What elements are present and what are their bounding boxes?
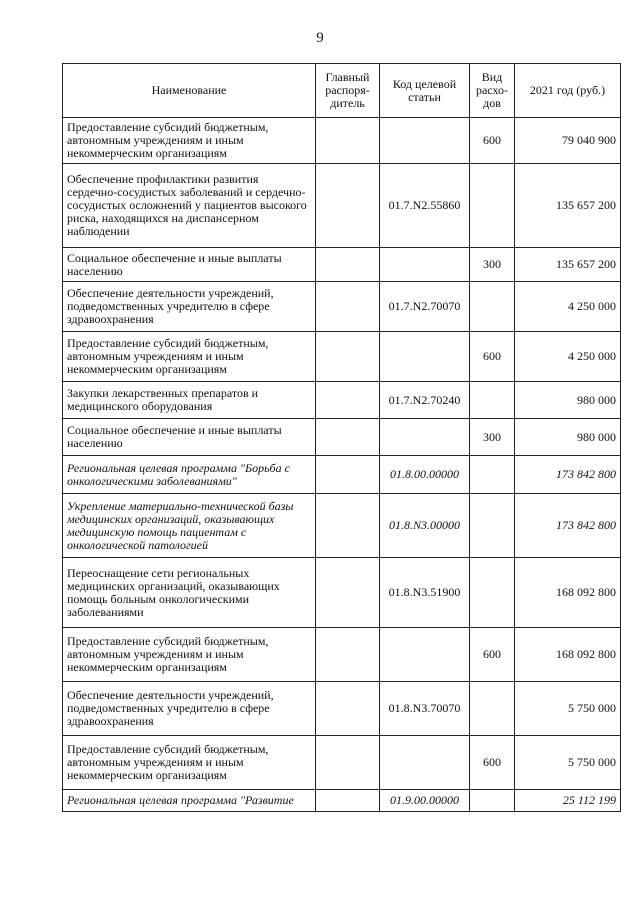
row-admin <box>316 736 380 790</box>
table-row <box>63 118 621 164</box>
row-code: 01.8.00.00000 <box>380 456 470 494</box>
row-admin <box>316 332 380 382</box>
row-code <box>380 628 470 682</box>
row-name: Предоставление субсидий бюджетным, автономным учреждениям и иным некоммерческим организациям <box>63 628 316 682</box>
row-amount: 4 250 000 <box>515 332 621 382</box>
row-amount: 4 250 000 <box>515 282 621 332</box>
table-row <box>63 558 621 628</box>
budget-table <box>62 63 621 812</box>
row-admin <box>316 164 380 248</box>
header-kind: Вид расхо-дов <box>470 64 515 118</box>
row-amount: 5 750 000 <box>515 682 621 736</box>
row-code <box>380 332 470 382</box>
row-code <box>380 248 470 282</box>
row-admin <box>316 558 380 628</box>
table-row <box>63 248 621 282</box>
row-name: Социальное обеспечение и иные выплаты населению <box>63 419 316 456</box>
row-amount: 980 000 <box>515 382 621 419</box>
row-code: 01.9.00.00000 <box>380 790 470 812</box>
row-amount: 79 040 900 <box>515 118 621 164</box>
row-kind: 600 <box>470 118 515 164</box>
table-row <box>63 332 621 382</box>
row-amount: 168 092 800 <box>515 558 621 628</box>
row-code <box>380 118 470 164</box>
row-admin <box>316 494 380 558</box>
row-kind <box>470 282 515 332</box>
row-amount: 980 000 <box>515 419 621 456</box>
row-code: 01.7.N2.70070 <box>380 282 470 332</box>
row-name: Обеспечение деятельности учреждений, подведомственных учредителю в сфере здравоохранения <box>63 682 316 736</box>
row-admin <box>316 456 380 494</box>
row-code: 01.7.N2.55860 <box>380 164 470 248</box>
page-number: 9 <box>316 30 324 46</box>
row-name: Обеспечение профилактики развития сердечно-сосудистых заболеваний и сердечно-сосудистых осложнений у пациентов высокого риска, находящихся на диспансерном наблюдении <box>63 164 316 248</box>
table-header-row <box>63 64 621 118</box>
table-row <box>63 494 621 558</box>
row-amount: 173 842 800 <box>515 494 621 558</box>
row-amount: 25 112 199 <box>515 790 621 812</box>
row-amount: 173 842 800 <box>515 456 621 494</box>
table-row <box>63 736 621 790</box>
row-kind <box>470 558 515 628</box>
row-name: Региональная целевая программа "Развитие <box>63 790 316 812</box>
row-name: Укрепление материально-технической базы медицинских организаций, оказывающих медицинскую помощь пациентам с онкологической патологией <box>63 494 316 558</box>
row-admin <box>316 419 380 456</box>
table-body <box>63 118 621 812</box>
row-admin <box>316 790 380 812</box>
row-amount: 135 657 200 <box>515 248 621 282</box>
row-kind: 600 <box>470 736 515 790</box>
row-kind <box>470 382 515 419</box>
row-code: 01.8.N3.00000 <box>380 494 470 558</box>
row-name: Предоставление субсидий бюджетным, автономным учреждениям и иным некоммерческим организациям <box>63 736 316 790</box>
row-code: 01.8.N3.51900 <box>380 558 470 628</box>
row-name: Предоставление субсидий бюджетным, автономным учреждениям и иным некоммерческим организациям <box>63 332 316 382</box>
row-kind <box>470 494 515 558</box>
row-code: 01.7.N2.70240 <box>380 382 470 419</box>
row-admin <box>316 628 380 682</box>
row-name: Закупки лекарственных препаратов и медицинского оборудования <box>63 382 316 419</box>
header-code: Код целевой статьи <box>380 64 470 118</box>
row-code: 01.8.N3.70070 <box>380 682 470 736</box>
table-row <box>63 456 621 494</box>
row-name: Социальное обеспечение и иные выплаты населению <box>63 248 316 282</box>
row-admin <box>316 118 380 164</box>
row-name: Обеспечение деятельности учреждений, подведомственных учредителю в сфере здравоохранения <box>63 282 316 332</box>
row-code <box>380 419 470 456</box>
table-row <box>63 682 621 736</box>
table-row <box>63 164 621 248</box>
table-row <box>63 419 621 456</box>
table-row <box>63 382 621 419</box>
row-kind: 300 <box>470 248 515 282</box>
row-name: Переоснащение сети региональных медицинских организаций, оказывающих помощь больным онкологическими заболеваниями <box>63 558 316 628</box>
row-name: Региональная целевая программа "Борьба с онкологическими заболеваниями" <box>63 456 316 494</box>
row-code <box>380 736 470 790</box>
header-admin: Главный распоря-дитель <box>316 64 380 118</box>
row-admin <box>316 248 380 282</box>
header-name: Наименование <box>63 64 316 118</box>
header-amount: 2021 год (руб.) <box>515 64 621 118</box>
table-row <box>63 790 621 812</box>
row-kind <box>470 790 515 812</box>
table-row <box>63 628 621 682</box>
table-row <box>63 282 621 332</box>
row-kind <box>470 682 515 736</box>
row-admin <box>316 282 380 332</box>
row-amount: 135 657 200 <box>515 164 621 248</box>
row-amount: 168 092 800 <box>515 628 621 682</box>
row-kind: 600 <box>470 628 515 682</box>
row-kind: 300 <box>470 419 515 456</box>
row-admin <box>316 382 380 419</box>
row-admin <box>316 682 380 736</box>
row-name: Предоставление субсидий бюджетным, автономным учреждениям и иным некоммерческим организациям <box>63 118 316 164</box>
row-kind: 600 <box>470 332 515 382</box>
row-amount: 5 750 000 <box>515 736 621 790</box>
row-kind <box>470 456 515 494</box>
row-kind <box>470 164 515 248</box>
